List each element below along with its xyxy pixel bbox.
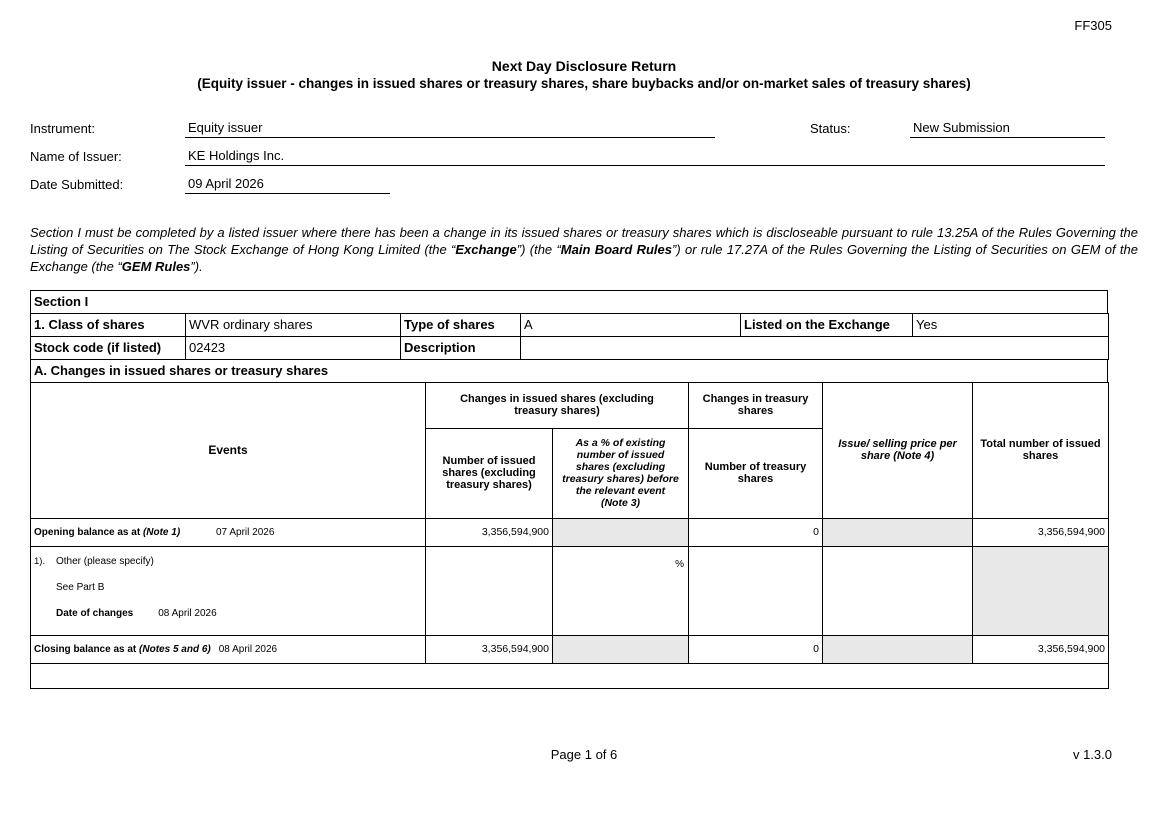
status-label: Status: bbox=[810, 120, 851, 136]
opening-balance-cell bbox=[31, 518, 426, 546]
event1-row bbox=[31, 546, 1109, 635]
opening-balance-text: Opening balance as at bbox=[34, 526, 141, 538]
pct-column-header: As a % of existing number of issued shares (excluding treasury shares) before the relevant event (Note 3) bbox=[553, 428, 689, 518]
event1-num-issued-cell bbox=[426, 546, 553, 635]
part-a-title-table bbox=[30, 359, 1108, 383]
description-value bbox=[521, 336, 1109, 359]
class-of-shares-value: WVR ordinary shares bbox=[186, 313, 401, 336]
event1-date-label: Date of changes bbox=[56, 607, 134, 619]
shaded-cell bbox=[973, 546, 1109, 635]
issuer-label: Name of Issuer: bbox=[30, 148, 122, 164]
page-number: Page 1 of 6 bbox=[550, 747, 618, 762]
class-of-shares-row bbox=[31, 313, 1109, 336]
shaded-cell bbox=[823, 635, 973, 663]
issuer-row bbox=[30, 147, 1105, 166]
type-of-shares-label: Type of shares bbox=[401, 313, 521, 336]
table-group-header-row bbox=[31, 382, 1109, 428]
event1-title-line bbox=[34, 556, 422, 567]
closing-balance-note: (Notes 5 and 6) bbox=[139, 643, 211, 655]
closing-balance-date: 08 April 2026 bbox=[218, 643, 278, 655]
page-title: Next Day Disclosure Return bbox=[491, 58, 677, 74]
listed-on-exchange-value: Yes bbox=[913, 313, 1109, 336]
opening-balance-row bbox=[31, 518, 1109, 546]
shaded-cell bbox=[553, 635, 689, 663]
event1-num-treasury-cell bbox=[689, 546, 823, 635]
stock-code-row bbox=[31, 336, 1109, 359]
opening-num-treasury: 0 bbox=[689, 518, 823, 546]
opening-balance-date: 07 April 2026 bbox=[216, 526, 275, 538]
version-number: v 1.3.0 bbox=[1072, 747, 1112, 762]
section1-block bbox=[30, 290, 1108, 689]
price-column-header: Issue/ selling price per share (Note 4) bbox=[823, 382, 973, 518]
event1-cell bbox=[31, 546, 426, 635]
form-code: FF305 bbox=[1074, 18, 1112, 33]
opening-num-issued: 3,356,594,900 bbox=[426, 518, 553, 546]
group-issued-header: Changes in issued shares (excluding treasury shares) bbox=[426, 382, 689, 428]
event1-price-cell bbox=[823, 546, 973, 635]
section1-title: Section I bbox=[31, 290, 1108, 313]
part-a-title: A. Changes in issued shares or treasury shares bbox=[31, 359, 1108, 382]
date-submitted-value: 09 April 2026 bbox=[185, 176, 390, 194]
date-submitted-label: Date Submitted: bbox=[30, 176, 124, 192]
closing-num-issued: 3,356,594,900 bbox=[426, 635, 553, 663]
share-class-table bbox=[30, 313, 1109, 360]
instrument-label: Instrument: bbox=[30, 120, 96, 136]
empty-row bbox=[31, 663, 1109, 688]
event1-date-line bbox=[56, 608, 422, 619]
footer bbox=[0, 747, 1168, 762]
shaded-cell bbox=[823, 518, 973, 546]
meta-fields bbox=[30, 119, 1105, 194]
title-block bbox=[0, 0, 1168, 93]
description-label: Description bbox=[401, 336, 521, 359]
event1-label: Other (please specify) bbox=[56, 555, 154, 567]
closing-balance-label bbox=[34, 644, 211, 655]
total-column-header: Total number of issued shares bbox=[973, 382, 1109, 518]
page-subtitle: (Equity issuer - changes in issued shares or treasury shares, share buybacks and/or on-market sales of treasury shares) bbox=[197, 76, 971, 92]
section1-title-row bbox=[31, 290, 1108, 313]
closing-balance-cell bbox=[31, 635, 426, 663]
section1-title-table bbox=[30, 290, 1108, 314]
empty-cell bbox=[31, 663, 1109, 688]
issuer-value: KE Holdings Inc. bbox=[185, 148, 1105, 166]
class-of-shares-label: 1. Class of shares bbox=[31, 313, 186, 336]
listed-on-exchange-label: Listed on the Exchange bbox=[741, 313, 913, 336]
shaded-cell bbox=[553, 518, 689, 546]
intro-paragraph: Section I must be completed by a listed issuer where there has been a change in its issued shares or treasury shares which is discloseable pursuant to rule 13.25A of the Rules Governing the Listing of Securities on The Stock Exchange of Hong Kong Limited (the “Exchange”) (the “Main Board Rules”) or rule 17.27A of the Rules Governing the Listing of Securities on GEM of the Exchange (the “GEM Rules”). bbox=[30, 224, 1138, 275]
event1-date: 08 April 2026 bbox=[158, 607, 217, 619]
closing-num-treasury: 0 bbox=[689, 635, 823, 663]
instrument-row bbox=[30, 119, 1105, 138]
num-treasury-column-header: Number of treasury shares bbox=[689, 428, 823, 518]
date-submitted-row bbox=[30, 175, 1105, 194]
closing-balance-text: Closing balance as at bbox=[34, 643, 137, 655]
closing-total: 3,356,594,900 bbox=[973, 635, 1109, 663]
type-of-shares-value: A bbox=[521, 313, 741, 336]
opening-balance-label bbox=[34, 527, 216, 538]
instrument-value: Equity issuer bbox=[185, 120, 715, 138]
event1-pct-cell: % bbox=[553, 546, 689, 635]
part-a-title-row bbox=[31, 359, 1108, 382]
events-column-header: Events bbox=[31, 382, 426, 518]
closing-balance-row bbox=[31, 635, 1109, 663]
changes-table bbox=[30, 382, 1109, 689]
event1-number: 1). bbox=[34, 555, 46, 567]
stock-code-value: 02423 bbox=[186, 336, 401, 359]
stock-code-label: Stock code (if listed) bbox=[31, 336, 186, 359]
event1-detail: See Part B bbox=[56, 581, 105, 593]
group-treasury-header: Changes in treasury shares bbox=[689, 382, 823, 428]
opening-balance-note: (Note 1) bbox=[142, 526, 181, 538]
status-value: New Submission bbox=[910, 120, 1105, 138]
opening-total: 3,356,594,900 bbox=[973, 518, 1109, 546]
num-issued-column-header: Number of issued shares (excluding treasury shares) bbox=[426, 428, 553, 518]
